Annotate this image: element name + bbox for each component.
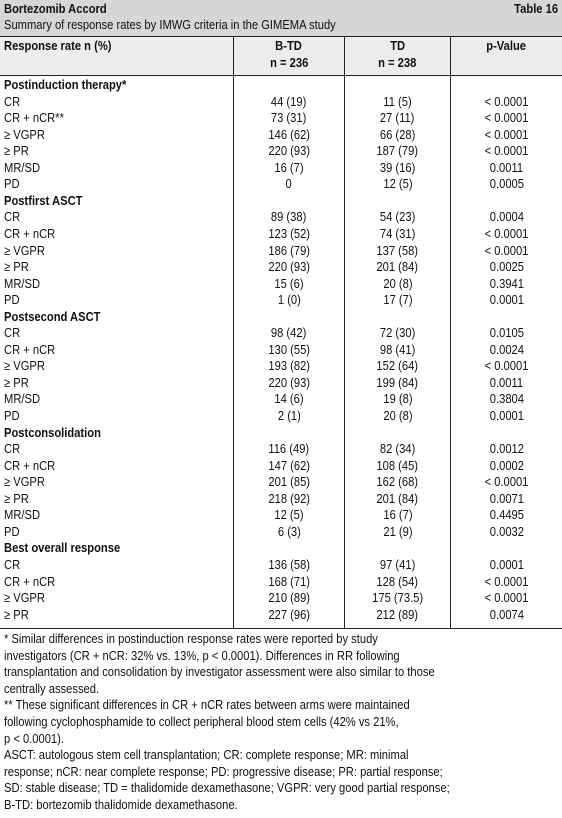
row-label: Postconsolidation [4, 424, 101, 440]
td-value [345, 309, 450, 324]
btd-value: 6 (3) [277, 523, 301, 539]
btd-value: 147 (62) [268, 457, 310, 473]
table-row [0, 143, 562, 160]
row-label: Postsecond ASCT [4, 308, 101, 324]
row-label: MR/SD [4, 391, 41, 407]
footnote-line: investigators (CR + nCR: 32% vs. 13%, p < 0.0001). Differences in RR following [4, 647, 400, 663]
btd-value [234, 193, 344, 208]
section-row [0, 309, 562, 326]
section-row [0, 193, 562, 210]
p-value: < 0.0001 [484, 358, 529, 374]
p-value: 0.0004 [489, 209, 524, 225]
td-value: 128 (54) [376, 573, 419, 589]
table-row [0, 325, 562, 342]
td-value: 20 (8) [382, 408, 413, 423]
p-value [451, 540, 562, 555]
btd-value: 44 (19) [271, 93, 307, 109]
btd-value: 2 (1) [277, 408, 301, 423]
p-value: 0.0074 [489, 606, 524, 622]
row-label: CR + nCR [4, 341, 56, 357]
btd-value: 136 (58) [268, 556, 310, 572]
btd-value: 0 [285, 176, 293, 192]
p-value: < 0.0001 [484, 126, 529, 142]
row-label: ≥ PR [4, 374, 29, 390]
p-value [451, 77, 562, 92]
p-value: < 0.0001 [484, 143, 529, 159]
p-value: < 0.0001 [484, 474, 529, 490]
row-label: Best overall response [4, 540, 121, 556]
section-row [0, 540, 562, 557]
td-value: 27 (11) [380, 110, 415, 126]
td-value: 201 (84) [376, 259, 419, 275]
column-header-response: Response rate n (%) [4, 38, 112, 53]
btd-value: 220 (93) [268, 143, 310, 159]
btd-value: 201 (85) [268, 474, 310, 490]
p-value [451, 309, 562, 324]
bottom-rule [0, 628, 562, 629]
td-value: 162 (68) [376, 474, 419, 490]
td-value: 212 (89) [376, 606, 419, 622]
footnote-line: centrally assessed. [4, 680, 100, 696]
p-value: 0.3941 [489, 275, 524, 291]
footnote-line: following cyclophosphamide to collect peripheral blood stem cells (42% vs 21%, [4, 714, 399, 729]
footnote-line: response; nCR: near complete response; PD: progressive disease; PR: partial response; [4, 763, 443, 779]
row-label: ≥ VGPR [4, 242, 45, 258]
btd-value: 146 (62) [268, 126, 310, 142]
td-value: 108 (45) [376, 457, 419, 473]
td-value [345, 425, 450, 440]
table-row [0, 243, 562, 260]
btd-value [234, 540, 344, 555]
row-label: ≥ PR [4, 490, 29, 506]
btd-value: 220 (93) [268, 259, 310, 275]
row-label: ≥ VGPR [4, 126, 45, 142]
btd-value: 98 (42) [271, 325, 307, 341]
row-label: CR [4, 556, 21, 572]
row-label: PD [4, 523, 20, 539]
table-row [0, 524, 562, 541]
btd-value: 123 (52) [268, 225, 310, 241]
p-value: < 0.0001 [484, 573, 529, 589]
row-label: MR/SD [4, 275, 41, 291]
row-label: ≥ PR [4, 143, 29, 159]
row-label: ≥ VGPR [4, 474, 45, 490]
td-value: 152 (64) [376, 358, 419, 374]
section-row [0, 77, 562, 94]
table-row [0, 226, 562, 243]
table-row [0, 342, 562, 359]
td-value: 39 (16) [379, 159, 416, 175]
table-header-band [0, 0, 562, 36]
table-row [0, 557, 562, 574]
row-label: CR + nCR** [4, 110, 64, 126]
row-label: ≥ PR [4, 606, 29, 622]
td-value: 137 (58) [376, 242, 419, 258]
td-value: 66 (28) [379, 126, 416, 142]
column-header-pvalue: p-Value [486, 38, 527, 53]
table-row [0, 276, 562, 293]
table-row [0, 408, 562, 425]
td-value: 54 (23) [379, 209, 416, 225]
p-value: < 0.0001 [484, 110, 529, 126]
row-label: CR [4, 93, 21, 109]
row-label: ≥ PR [4, 259, 29, 275]
p-value: 0.0011 [489, 374, 524, 390]
table-row [0, 94, 562, 111]
table-row [0, 176, 562, 193]
row-label: ≥ VGPR [4, 590, 45, 606]
row-label: CR + nCR [4, 225, 56, 241]
footnote-line: * Similar differences in postinduction response rates were reported by study [4, 631, 378, 646]
footnote-line: p < 0.0001). [4, 730, 64, 746]
td-value: 97 (41) [379, 556, 416, 572]
row-label: CR [4, 209, 21, 225]
p-value: < 0.0001 [484, 225, 529, 241]
top-rule [0, 36, 562, 37]
p-value: 0.0025 [489, 259, 524, 275]
btd-value: 16 (7) [274, 159, 304, 175]
row-label: CR + nCR [4, 457, 56, 473]
row-label: ≥ VGPR [4, 358, 45, 374]
td-value: 199 (84) [376, 374, 419, 390]
btd-value: 15 (6) [274, 275, 304, 291]
td-value: 19 (8) [382, 391, 413, 407]
p-value: 0.0011 [489, 159, 524, 175]
td-value: 21 (9) [382, 523, 413, 539]
p-value: 0.0105 [489, 325, 524, 341]
row-label: MR/SD [4, 507, 41, 523]
btd-value: 218 (92) [268, 490, 310, 506]
row-label: CR + nCR [4, 573, 56, 589]
btd-value: 1 (0) [277, 292, 301, 308]
p-value: < 0.0001 [484, 242, 529, 258]
btd-value: 227 (96) [268, 606, 310, 622]
table-row [0, 590, 562, 607]
btd-value: 73 (31) [271, 110, 307, 126]
td-value: 16 (7) [382, 507, 413, 523]
footnote-line: ASCT: autologous stem cell transplantation; CR: complete response; MR: minimal [4, 747, 409, 763]
td-value [345, 540, 450, 555]
table-row [0, 441, 562, 458]
td-value: 82 (34) [379, 441, 416, 457]
header-rule [0, 75, 562, 76]
table-row [0, 127, 562, 144]
column-header-btd: B-TD [275, 38, 303, 53]
column-header-td-n: n = 238 [378, 55, 417, 70]
row-label: Postinduction therapy* [4, 77, 127, 92]
p-value: 0.0001 [489, 292, 524, 308]
btd-value: 116 (49) [268, 441, 310, 457]
table-row [0, 391, 562, 408]
footnote-line: ** These significant differences in CR + nCR rates between arms were maintained [4, 697, 410, 713]
td-value [345, 193, 450, 208]
table-row [0, 259, 562, 276]
p-value: 0.0005 [489, 176, 524, 192]
table-number: Table 16 [514, 1, 558, 16]
td-value: 98 (41) [379, 341, 416, 357]
p-value: < 0.0001 [484, 93, 529, 109]
footnote-line: transplantation and consolidation by investigator assessment were also similar to those [4, 664, 435, 680]
p-value: < 0.0001 [484, 590, 529, 606]
table-row [0, 607, 562, 624]
row-label: PD [4, 408, 20, 423]
table-row [0, 574, 562, 591]
p-value: 0.4495 [489, 507, 524, 523]
table-row [0, 375, 562, 392]
btd-value [234, 309, 344, 324]
td-value: 11 (5) [383, 93, 412, 109]
table-row [0, 474, 562, 491]
column-header-btd-n: n = 236 [269, 55, 309, 70]
btd-value: 193 (82) [268, 358, 310, 374]
table-row [0, 491, 562, 508]
p-value: 0.0001 [489, 408, 524, 423]
btd-value: 186 (79) [268, 242, 310, 258]
btd-value [234, 425, 344, 440]
p-value: 0.0002 [489, 457, 524, 473]
row-label: PD [4, 176, 20, 192]
td-value: 12 (5) [382, 176, 413, 192]
btd-value: 220 (93) [268, 374, 310, 390]
btd-value: 130 (55) [268, 341, 310, 357]
row-label: CR [4, 325, 21, 341]
btd-value [234, 77, 344, 92]
document-title: Bortezomib Accord [4, 1, 107, 16]
table-row [0, 160, 562, 177]
td-value: 72 (30) [379, 325, 416, 341]
section-row [0, 425, 562, 442]
row-label: CR [4, 441, 21, 457]
p-value: 0.0012 [489, 441, 524, 457]
table-row [0, 358, 562, 375]
row-label: PD [4, 292, 20, 308]
btd-value: 210 (89) [268, 590, 310, 606]
p-value: 0.0001 [489, 556, 524, 572]
table-row [0, 209, 562, 226]
p-value [451, 193, 562, 208]
td-value [345, 77, 450, 92]
row-label: MR/SD [4, 159, 41, 175]
table-caption: Summary of response rates by IMWG criteria in the GIMEMA study [4, 17, 336, 32]
p-value: 0.0024 [489, 341, 524, 357]
td-value: 17 (7) [382, 292, 413, 308]
td-value: 175 (73.5) [372, 590, 423, 606]
btd-value: 168 (71) [268, 573, 310, 589]
p-value: 0.0071 [489, 490, 524, 506]
p-value: 0.3804 [489, 391, 524, 407]
p-value [451, 425, 562, 440]
column-header-td: TD [390, 38, 405, 53]
td-value: 201 (84) [376, 490, 419, 506]
td-value: 74 (31) [379, 225, 416, 241]
table-row [0, 292, 562, 309]
p-value: 0.0032 [489, 523, 524, 539]
row-label: Postfirst ASCT [4, 192, 83, 208]
table-row [0, 458, 562, 475]
table-row [0, 110, 562, 127]
btd-value: 12 (5) [274, 507, 304, 523]
btd-value: 14 (6) [274, 391, 304, 407]
table-row [0, 507, 562, 524]
td-value: 20 (8) [382, 275, 413, 291]
footnote-line: B-TD: bortezomib thalidomide dexamethasone. [4, 797, 238, 812]
td-value: 187 (79) [376, 143, 419, 159]
btd-value: 89 (38) [271, 209, 307, 225]
footnote-line: SD: stable disease; TD = thalidomide dexamethasone; VGPR: very good partial response; [4, 780, 450, 796]
